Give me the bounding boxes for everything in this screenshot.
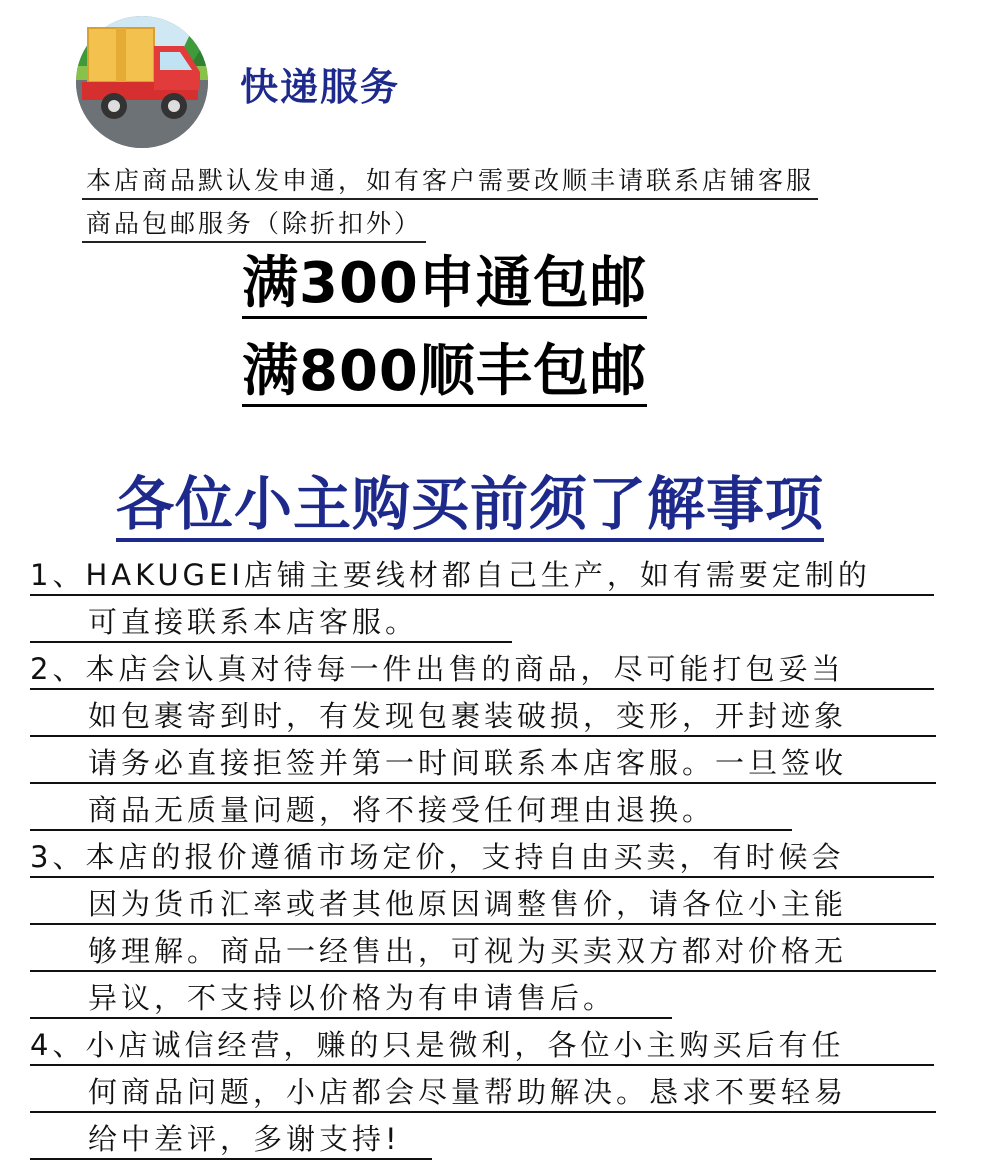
notice-line: 3、本店的报价遵循市场定价，支持自由买卖，有时候会 (30, 838, 934, 878)
delivery-truck-icon (62, 10, 222, 150)
free-shipping-sto: 满300申通包邮 (242, 252, 647, 319)
notice-line: 1、HAKUGEI店铺主要线材都自己生产，如有需要定制的 (30, 556, 934, 596)
notice-line: 可直接联系本店客服。 (30, 603, 512, 643)
notice-line: 何商品问题，小店都会尽量帮助解决。恳求不要轻易 (30, 1073, 936, 1113)
notice-line: 商品无质量问题，将不接受任何理由退换。 (30, 791, 792, 831)
notice-line: 4、小店诚信经营，赚的只是微利，各位小主购买后有任 (30, 1026, 934, 1066)
notice-line: 如包裹寄到时，有发现包裹装破损，变形，开封迹象 (30, 697, 936, 737)
notice-line: 够理解。商品一经售出，可视为买卖双方都对价格无 (30, 932, 936, 972)
free-shipping-sf: 满800顺丰包邮 (242, 340, 647, 407)
notice-line: 因为货币汇率或者其他原因调整售价，请各位小主能 (30, 885, 936, 925)
intro-line-default-carrier: 本店商品默认发申通，如有客户需要改顺丰请联系店铺客服 (82, 166, 818, 200)
page-title: 快递服务 (240, 65, 401, 109)
notice-title: 各位小主购买前须了解事项 (116, 470, 824, 542)
notice-line: 请务必直接拒签并第一时间联系本店客服。一旦签收 (30, 744, 936, 784)
notice-line: 给中差评，多谢支持! (30, 1120, 432, 1160)
notice-line: 2、本店会认真对待每一件出售的商品，尽可能打包妥当 (30, 650, 934, 690)
intro-line-free-shipping: 商品包邮服务（除折扣外） (82, 209, 426, 243)
notice-line: 异议，不支持以价格为有申请售后。 (30, 979, 672, 1019)
